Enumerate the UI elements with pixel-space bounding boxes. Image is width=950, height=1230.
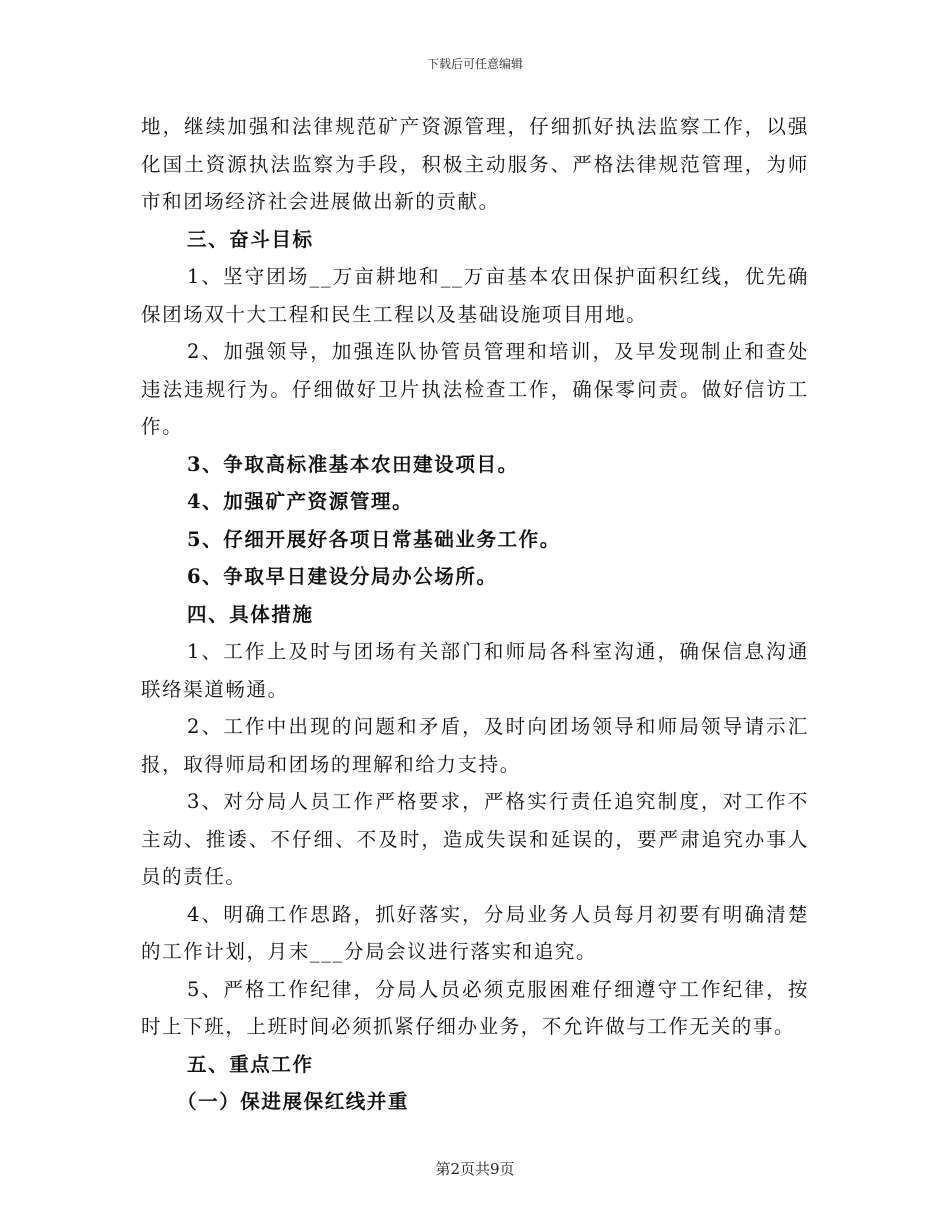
document-body — [141, 108, 809, 1121]
goal-item-6: 6、争取早日建设分局办公场所。 — [187, 565, 498, 588]
measure-item-4: 4、明确工作思路，抓好落实，分局业务人员每月初要有明确清楚的工作计划，月末___分局会议进行落实和追究。 — [141, 902, 809, 963]
goal-item-5: 5、仔细开展好各项日常基础业务工作。 — [187, 527, 561, 551]
goal-item-2: 2、加强领导，加强连队协管员管理和培训，及早发现制止和查处违法违规行为。仔细做好卫片执法检查工作，确保零问责。做好信访工作。 — [141, 340, 809, 438]
section-heading-goals: 三、奋斗目标 — [187, 227, 314, 251]
measure-item-5: 5、严格工作纪律，分局人员必须克服困难仔细遵守工作纪律，按时上下班，上班时间必须抓紧仔细办业务，不允许做与工作无关的事。 — [141, 977, 809, 1038]
page-header: 下载后可任意编辑 — [426, 57, 523, 71]
measure-item-1: 1、工作上及时与团场有关部门和师局各科室沟通，确保信息沟通联络渠道畅通。 — [141, 640, 809, 701]
paragraph-continuation: 地，继续加强和法律规范矿产资源管理，仔细抓好执法监察工作，以强化国土资源执法监察为手段，积极主动服务、严格法律规范管理，为师市和团场经济社会进展做出新的贡献。 — [141, 115, 809, 213]
goal-item-4: 4、加强矿产资源管理。 — [187, 490, 414, 513]
measure-item-2: 2、工作中出现的问题和矛盾，及时向团场领导和师局领导请示汇报，取得师局和团场的理解和给力支持。 — [141, 715, 809, 776]
page-footer: 第2页共9页 — [435, 1160, 515, 1178]
measure-item-3: 3、对分局人员工作严格要求，严格实行责任追究制度，对工作不主动、推诿、不仔细、不及时，造成失误和延误的，要严肃追究办事人员的责任。 — [141, 790, 809, 888]
goal-item-1: 1、坚守团场__万亩耕地和__万亩基本农田保护面积红线，优先确保团场双十大工程和民生工程以及基础设施项目用地。 — [141, 265, 809, 326]
section-heading-key-work: 五、重点工作 — [187, 1052, 314, 1076]
section-heading-measures: 四、具体措施 — [187, 602, 314, 626]
goal-item-3: 3、争取高标准基本农田建设项目。 — [187, 452, 519, 476]
subsection-heading: （一）保进展保红线并重 — [177, 1090, 410, 1113]
